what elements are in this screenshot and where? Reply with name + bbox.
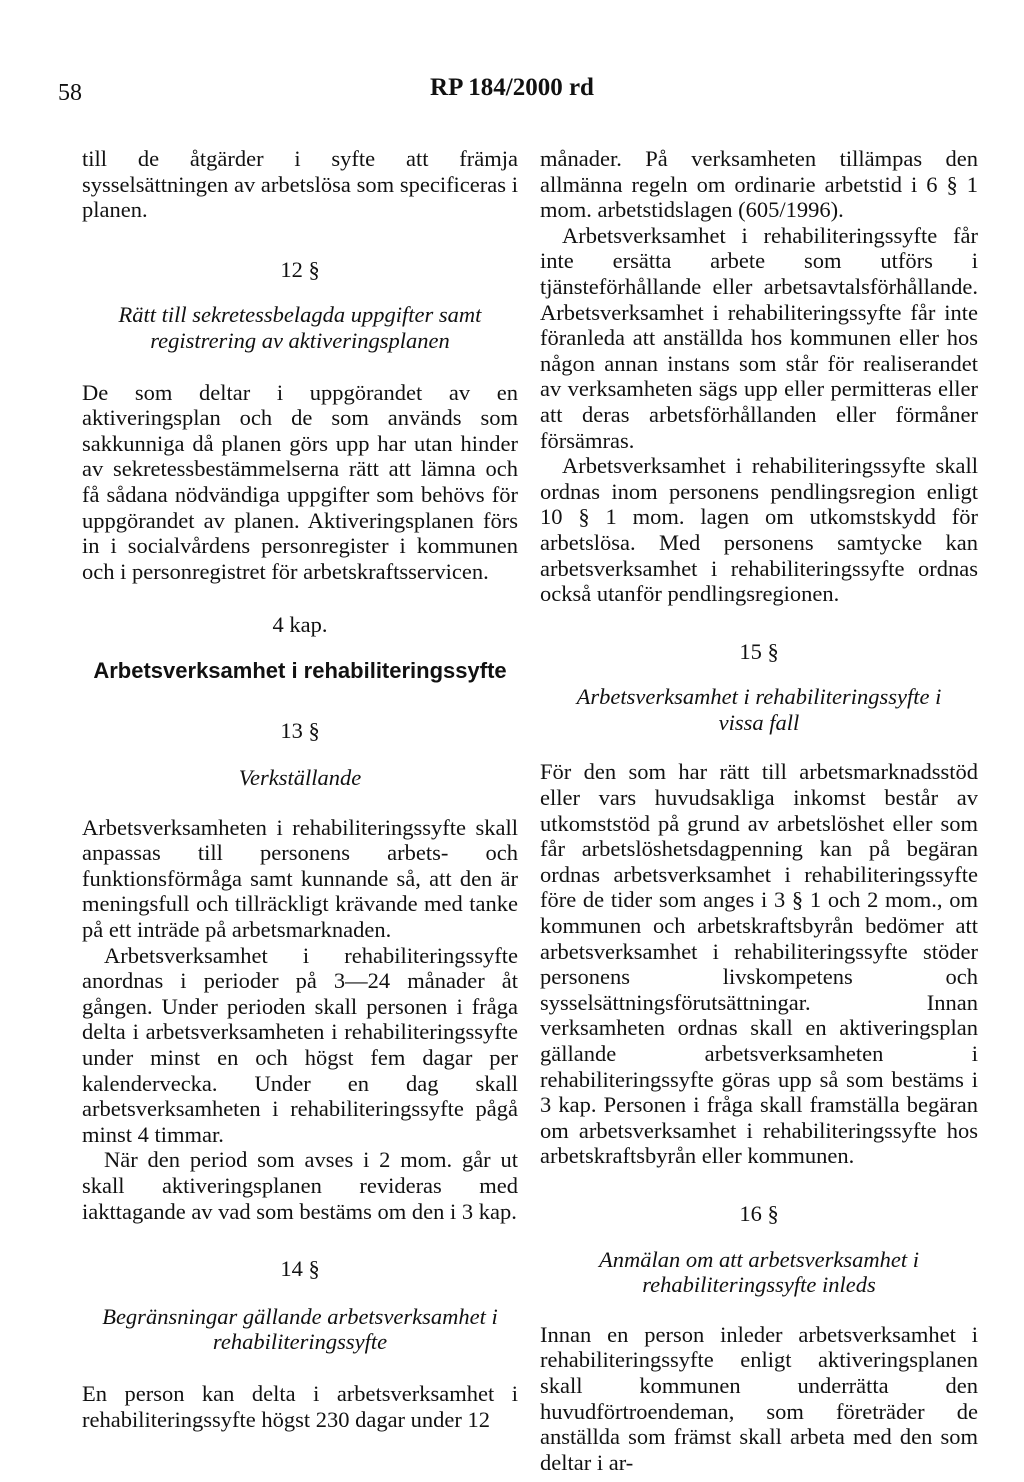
section-number: 16 §	[739, 1200, 779, 1226]
paragraph: En person kan delta i arbetsverksamhet i rehabiliteringssyfte högst 230 dagar under 12	[82, 1380, 518, 1432]
paragraph: För den som har rätt till arbetsmarknadsstöd eller vars huvudsakliga inkomst består av utkomststöd på grund av arbetslöshet eller som får arbetslöshetsdagpenning kan på begäran ordnas arbetsverksamhet i rehabiliteringssyfte före de tider som anges i 3 § 1 och 2 mom., om kommunen och arbetskraftsbyrån bedömer att arbetsverksamhet i rehabiliteringssyfte stöder personens livskompetens och sysselsättningsförutsättningar. Innan verksamheten ordnas skall en aktiveringsplan gällande arbetsverksamheten i rehabiliteringssyfte göras upp så som bestäms i 3 kap. Personen i fråga skall framställa begäran om arbetsverksamhet i rehabiliteringssyfte hos arbetskraftsbyrån eller kommunen.	[540, 759, 978, 1169]
running-title: RP 184/2000 rd	[430, 74, 594, 101]
section-number: 15 §	[739, 638, 779, 664]
section-number: 13 §	[280, 717, 320, 743]
paragraph: Arbetsverksamhet i rehabiliteringssyfte anordnas i perioder på 3—24 månader åt gången. Under perioden skall personen i fråga delta i arbetsverksamheten i rehabiliteringssyfte under minst en och högst fem dagar per kalendervecka. Under en dag skall arbetsverksamheten i rehabiliteringssyfte pågå minst 4 timmar.	[82, 942, 518, 1147]
chapter-title: Arbetsverksamhet i rehabiliteringssyfte	[93, 657, 507, 683]
left-column	[82, 146, 518, 1432]
section-title: Arbetsverksamhet i rehabiliteringssyfte i vissa fall	[576, 684, 942, 735]
paragraph: Arbetsverksamhet i rehabiliteringssyfte får inte ersätta arbete som utförs i tjänsteförhållande eller arbetsavtalsförhållande. Arbetsverksamhet i rehabiliteringssyfte får inte föranleda att anställda hos kommunen eller hos någon annan instans som står för realiserandet av verksamheten sägs upp eller permitteras eller att deras arbetsförhållanden eller förmåner försämras.	[540, 222, 978, 453]
chapter-number: 4 kap.	[272, 612, 328, 638]
section-number: 14 §	[280, 1256, 320, 1282]
paragraph: Arbetsverksamhet i rehabiliteringssyfte skall ordnas inom personens pendlingsregion enligt 10 § 1 mom. lagen om utkomstskydd för arbetslösa. Med personens samtycke kan arbetsverksamhet i rehabiliteringssyfte ordnas också utanför pendlingsregionen.	[540, 453, 978, 607]
section-title: Verkställande	[238, 765, 362, 791]
section-title: Begränsningar gällande arbetsverksamhet i rehabiliteringssyfte	[102, 1303, 498, 1355]
paragraph: Innan en person inleder arbetsverksamhet i rehabiliteringssyfte enligt aktiveringsplanen skall kommunen underrätta den huvudförtroendeman, som företräder de anställda som främst skall arbeta med den som deltar i ar-	[540, 1321, 978, 1475]
section-number: 12 §	[280, 256, 320, 282]
paragraph: månader. På verksamheten tillämpas den allmänna regeln om ordinarie arbetstid i 6 § 1 mom. arbetstidslagen (605/1996).	[540, 146, 978, 223]
paragraph: Arbetsverksamheten i rehabiliteringssyfte skall anpassas till personens arbets- och funktionsförmåga samt kunnande så, att den är meningsfull och tillräckligt krävande med tanke på ett inträde på arbetsmarknaden.	[82, 814, 518, 943]
paragraph: De som deltar i uppgörandet av en aktiveringsplan och de som används som sakkunniga då planen görs upp har utan hinder av sekretessbestämmelserna rätt att lämna och få sådana nödvändiga uppgifter som behövs för uppgörandet av planen. Aktiveringsplanen förs in i socialvårdens personregister i kommunen och i personregistret för arbetskraftsservicen.	[82, 379, 518, 584]
section-title: Rätt till sekretessbelagda uppgifter samt registrering av aktiveringsplanen	[118, 302, 482, 353]
paragraph: När den period som avses i 2 mom. går ut skall aktiveringsplanen revideras med iakttagande av vad som bestäms om den i 3 kap.	[82, 1147, 518, 1224]
section-title: Anmälan om att arbetsverksamhet i rehabiliteringssyfte inleds	[599, 1246, 919, 1298]
right-column	[540, 146, 978, 1475]
paragraph: till de åtgärder i syfte att främja sysselsättningen av arbetslösa som specificeras i planen.	[82, 146, 518, 223]
page-number: 58	[58, 80, 82, 106]
